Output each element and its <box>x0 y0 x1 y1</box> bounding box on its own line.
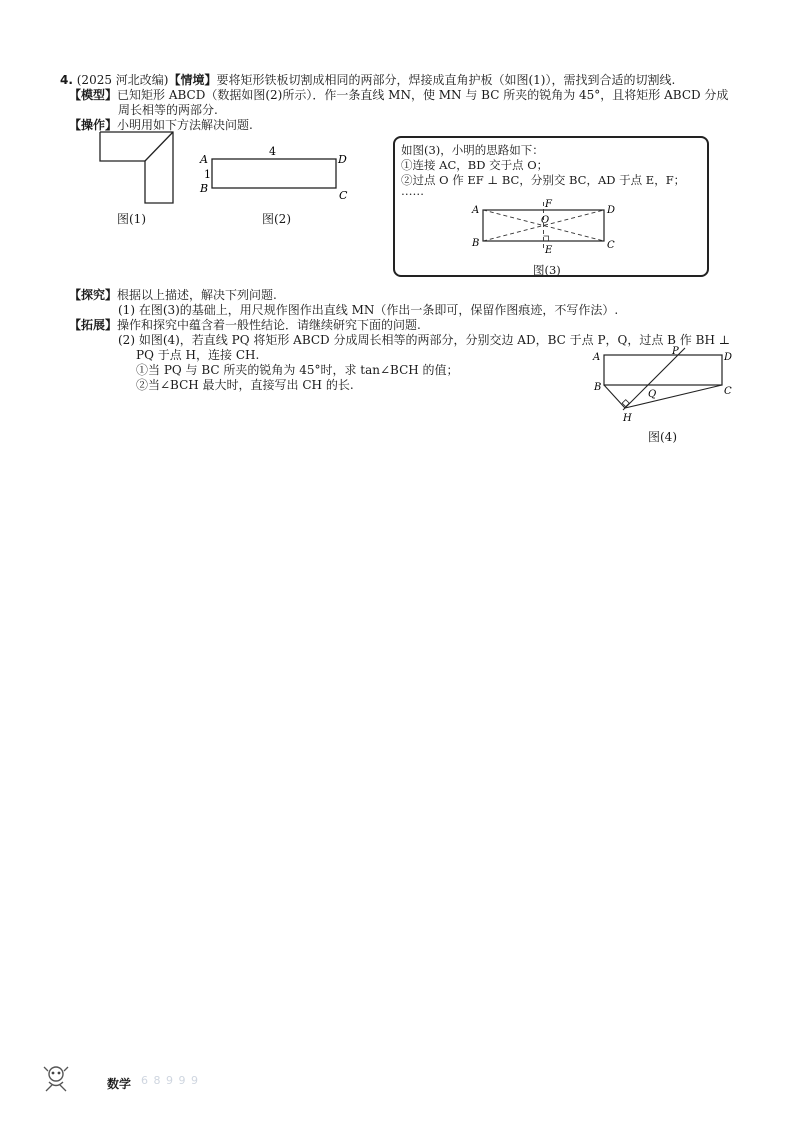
operation-text: 小明用如下方法解决问题. <box>117 118 253 132</box>
fig4-label-b: B <box>594 382 602 393</box>
fig2-width-label: 4 <box>269 145 276 158</box>
explore-text: 根据以上描述，解决下列问题. <box>117 288 277 302</box>
fig2-rectangle <box>212 159 336 188</box>
model-text-2: 周长相等的两部分. <box>118 103 218 117</box>
mascot-logo-icon <box>40 1065 72 1093</box>
figure-2 <box>198 142 358 204</box>
figure-1 <box>95 128 185 208</box>
figure-3 <box>467 198 627 256</box>
fig4-label-a: A <box>593 352 601 363</box>
fig4-label-h: H <box>623 413 632 424</box>
explore-tag: 【探究】 <box>69 288 118 302</box>
situation-text: 要将矩形铁板切割成相同的两部分，焊接成直角护板（如图(1)），需找到合适的切割线. <box>216 73 676 87</box>
thought-line-1: 如图(3)，小明的思路如下： <box>401 143 544 157</box>
problem-number: 4. <box>60 73 73 87</box>
fig3-right-angle-mark <box>544 236 549 241</box>
thought-line-4: …… <box>401 184 424 198</box>
fig3-label-d: D <box>607 205 616 216</box>
fig4-label-p: P <box>672 346 679 357</box>
problem-line-3 <box>118 103 218 118</box>
thought-line-3: ②过点 O 作 EF ⊥ BC，分别交 BC，AD 于点 E，F； <box>401 173 686 187</box>
fig3-label-o: O <box>541 215 550 226</box>
fig1-caption: 图(1) <box>117 212 146 226</box>
fig2-label-b: B <box>200 182 209 195</box>
fig3-label-b: B <box>472 238 480 249</box>
fig4-label-c: C <box>724 386 732 397</box>
fig4-label-d: D <box>724 352 733 363</box>
extend-text: 操作和探究中蕴含着一般性结论．请继续研究下面的问题. <box>117 318 421 332</box>
fig4-segment-bh <box>604 385 625 408</box>
fig1-cut-line <box>145 132 173 161</box>
problem-source: (2025 河北改编) <box>76 73 169 87</box>
fig4-caption: 图(4) <box>648 430 677 444</box>
thought-box <box>393 136 709 277</box>
problem-line-1 <box>60 73 675 88</box>
extend-line <box>69 318 421 333</box>
model-tag: 【模型】 <box>69 88 118 102</box>
extend-q2-a: ①当 PQ 与 BC 所夹的锐角为 45°时，求 tan∠BCH 的值； <box>136 363 459 377</box>
extend-q2-line-1: (2) 如图(4)，若直线 PQ 将矩形 ABCD 分成周长相等的两部分，分别交边 AD，BC 于点 P，Q，过点 B 作 BH ⊥ <box>118 333 731 347</box>
extend-tag: 【拓展】 <box>69 318 118 332</box>
fig3-label-e: E <box>545 245 553 256</box>
footer-faint-text: 6 8 9 9 9 <box>141 1074 199 1087</box>
footer-subject: 数学 <box>107 1077 132 1091</box>
fig2-label-a: A <box>200 153 208 166</box>
extend-q2-line-2: PQ 于点 H，连接 CH. <box>136 348 260 362</box>
extend-q2-b: ②当∠BCH 最大时，直接写出 CH 的长. <box>136 378 354 392</box>
fig2-label-c: C <box>339 189 348 202</box>
fig3-label-c: C <box>607 240 615 251</box>
explore-q1: (1) 在图(3)的基础上，用尺规作图作出直线 MN（作出一条即可，保留作图痕迹，不写作法）. <box>118 303 619 317</box>
operation-tag: 【操作】 <box>69 118 118 132</box>
thought-line-2: ①连接 AC，BD 交于点 O； <box>401 158 549 172</box>
fig3-label-a: A <box>472 205 480 216</box>
fig2-caption: 图(2) <box>262 212 291 226</box>
fig4-segment-ch <box>625 385 722 408</box>
figure-4 <box>590 344 750 428</box>
fig2-label-d: D <box>338 153 347 166</box>
situation-tag: 【情境】 <box>168 73 217 87</box>
model-text-1: 已知矩形 ABCD（数据如图(2)所示）．作一条直线 MN，使 MN 与 BC 所夹的锐角为 45°，且将矩形 ABCD 分成 <box>117 88 729 102</box>
fig3-caption: 图(3) <box>533 263 561 277</box>
fig4-label-q: Q <box>648 389 657 400</box>
problem-line-2 <box>69 88 728 103</box>
fig2-height-label: 1 <box>204 168 211 181</box>
fig3-label-f: F <box>545 199 552 210</box>
explore-line <box>69 288 277 303</box>
